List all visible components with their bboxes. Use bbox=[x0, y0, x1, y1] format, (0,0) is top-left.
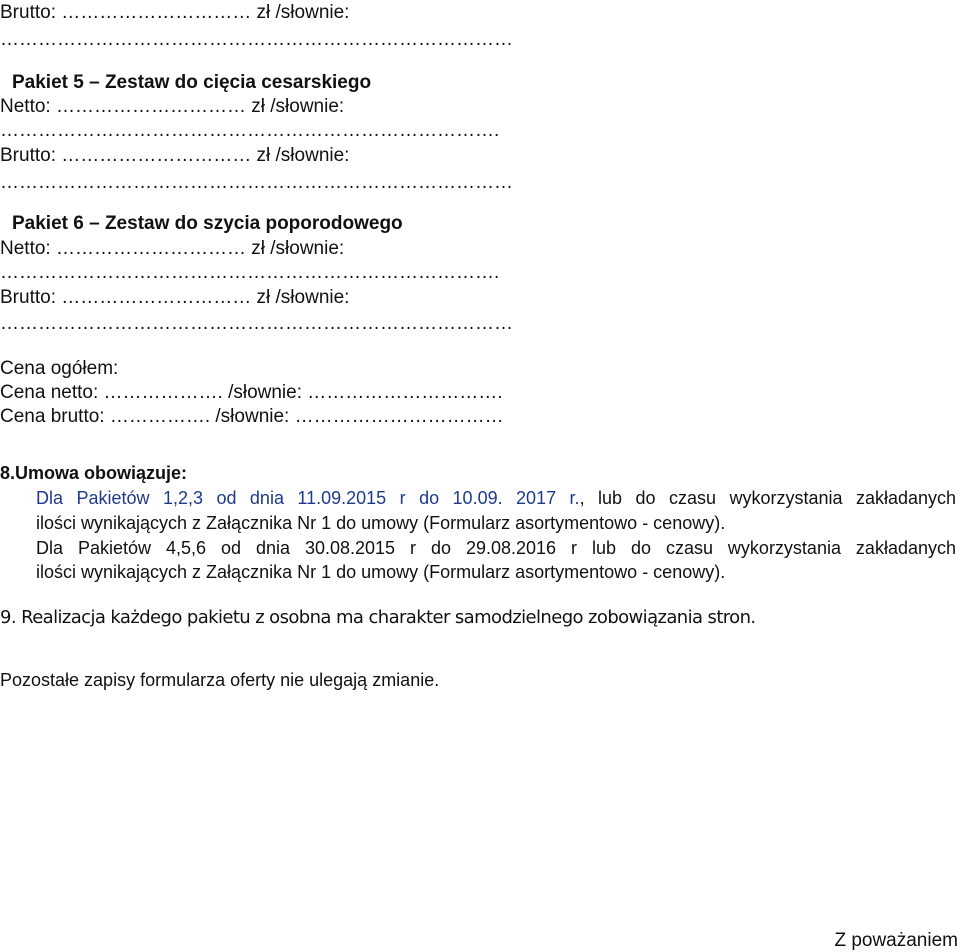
umowa-line-2: ilości wynikających z Załącznika Nr 1 do umowy (Formularz asortymentowo - cenowy). bbox=[36, 513, 726, 533]
umowa-line-4: ilości wynikających z Załącznika Nr 1 do umowy (Formularz asortymentowo - cenowy). bbox=[36, 562, 726, 582]
pakiet6-title: Pakiet 6 – Zestaw do szycia poporodowego bbox=[12, 213, 403, 234]
umowa-line-1 bbox=[36, 487, 956, 509]
signature-closing: Z poważaniem bbox=[834, 930, 958, 951]
cena-heading: Cena ogółem: bbox=[0, 358, 119, 379]
pakiet5-brutto-words: ……………………………………………………………………… bbox=[0, 172, 513, 193]
realizacja-paragraph: 9. Realizacja każdego pakietu z osobna ma charakter samodzielnego zobowiązania stron. bbox=[0, 607, 756, 628]
cena-brutto: Cena brutto: ……………. /słownie: …………………………… bbox=[0, 406, 504, 427]
pakiet5-netto: Netto: ………………………… zł /słownie: bbox=[0, 96, 345, 117]
pakiet6-netto-words: ……………………………………………………………………. bbox=[0, 262, 500, 283]
pakiet5-netto-words: ……………………………………………………………………. bbox=[0, 120, 500, 141]
umowa-line-3: Dla Pakietów 4,5,6 od dnia 30.08.2015 r do 29.08.2016 r lub do czasu wykorzystania zakładanych bbox=[36, 538, 956, 558]
umowa-line-1-rest: , lub do czasu wykorzystania zakładanych bbox=[579, 488, 957, 508]
cena-netto: Cena netto: ………………. /słownie: …………………………. bbox=[0, 382, 503, 403]
pakiet5-brutto: Brutto: ………………………… zł /słownie: bbox=[0, 145, 350, 166]
pakiet4-brutto-words: ……………………………………………………………………… bbox=[0, 29, 513, 50]
pakiet6-brutto-words: ……………………………………………………………………… bbox=[0, 313, 513, 334]
pozostale-note: Pozostałe zapisy formularza oferty nie ulegają zmianie. bbox=[0, 670, 440, 690]
pakiet6-netto: Netto: ………………………… zł /słownie: bbox=[0, 238, 345, 259]
pakiet6-brutto: Brutto: ………………………… zł /słownie: bbox=[0, 287, 350, 308]
umowa-heading: 8.Umowa obowiązuje: bbox=[0, 463, 188, 483]
pakiet5-title: Pakiet 5 – Zestaw do cięcia cesarskiego bbox=[12, 72, 372, 93]
pakiet4-brutto: Brutto: ………………………… zł /słownie: bbox=[0, 2, 350, 23]
umowa-pakiety-123-dates: Dla Pakietów 1,2,3 od dnia 11.09.2015 r do 10.09. 2017 r. bbox=[36, 488, 580, 508]
